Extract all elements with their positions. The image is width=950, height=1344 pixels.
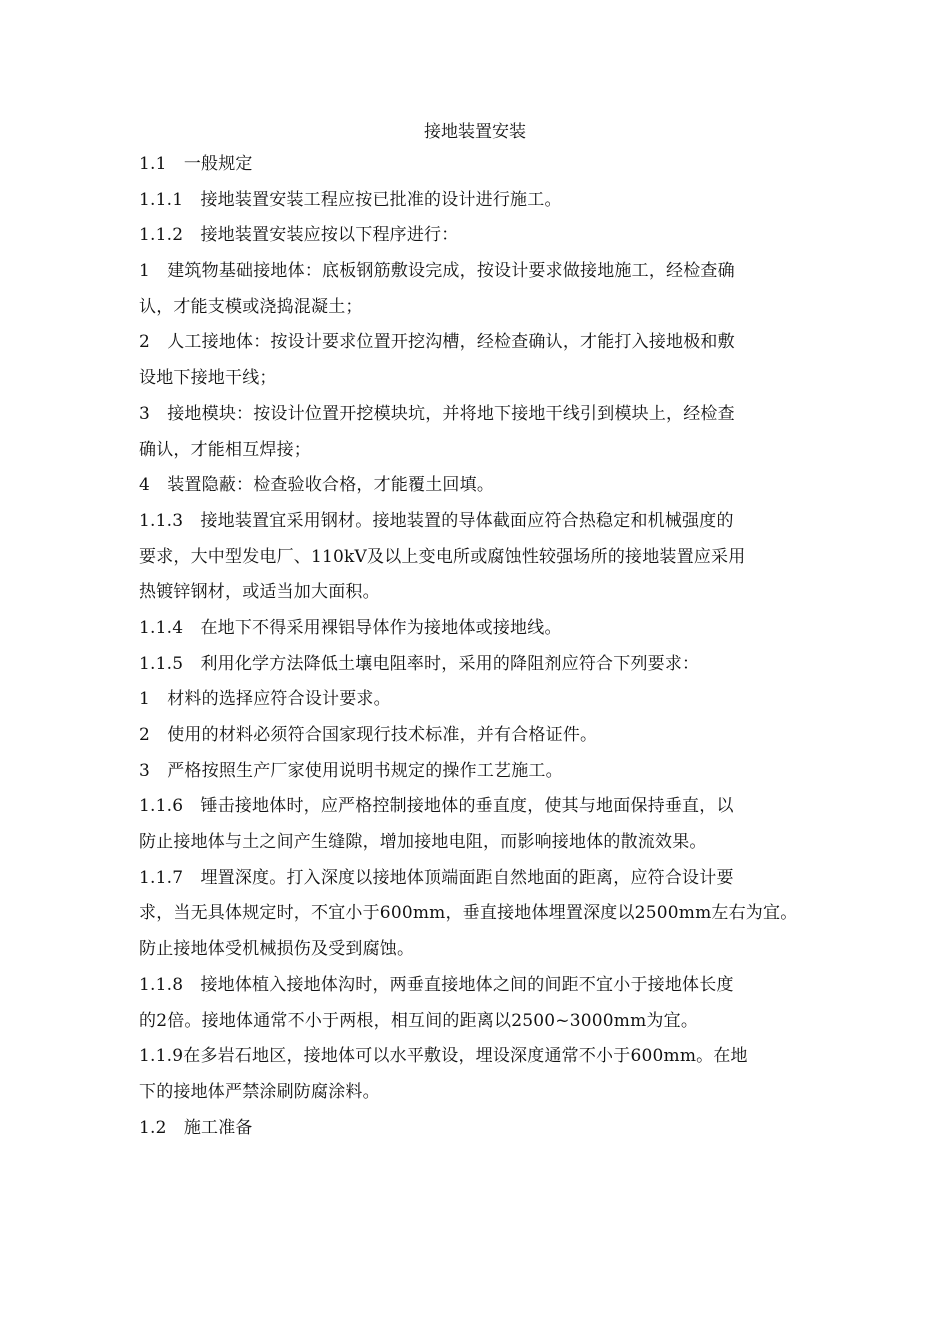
paragraph-1-1-4: 1.1.4 在地下不得采用裸铝导体作为接地体或接地线。 bbox=[139, 617, 562, 638]
paragraph-1-1-7-line-1: 1.1.7 埋置深度。打入深度以接地体顶端面距自然地面的距离，应符合设计要 bbox=[139, 867, 734, 888]
paragraph-1-1-6-line-1: 1.1.6 锤击接地体时，应严格控制接地体的垂直度，使其与地面保持垂直，以 bbox=[139, 796, 734, 817]
list-item-1-line-2: 认，才能支模或浇捣混凝土； bbox=[139, 296, 363, 317]
paragraph-1-1-3-line-1: 1.1.3 接地装置宜采用钢材。接地装置的导体截面应符合热稳定和机械强度的 bbox=[139, 510, 734, 531]
paragraph-1-1-7-line-3: 防止接地体受机械损伤及受到腐蚀。 bbox=[139, 939, 415, 960]
section-heading-1-1: 1.1 一般规定 bbox=[139, 154, 253, 174]
list-item-1-line-1: 1 建筑物基础接地体：底板钢筋敷设完成，按设计要求做接地施工，经检查确 bbox=[139, 261, 735, 282]
list-item-4: 4 装置隐蔽：检查验收合格，才能覆土回填。 bbox=[139, 475, 495, 496]
paragraph-1-1-6-line-2: 防止接地体与土之间产生缝隙，增加接地电阻，而影响接地体的散流效果。 bbox=[139, 832, 707, 853]
requirement-item-1: 1 材料的选择应符合设计要求。 bbox=[139, 689, 391, 710]
paragraph-1-1-8-line-2: 的2倍。接地体通常不小于两根，相互间的距离以2500~3000mm为宜。 bbox=[139, 1010, 699, 1031]
list-item-2-line-2: 设地下接地干线； bbox=[139, 368, 277, 389]
paragraph-1-1-9-line-1: 1.1.9在多岩石地区，接地体可以水平敷设，埋设深度通常不小于600mm。在地 bbox=[139, 1046, 748, 1067]
document-body bbox=[139, 152, 859, 1151]
paragraph-1-1-8-line-1: 1.1.8 接地体植入接地体沟时，两垂直接地体之间的间距不宜小于接地体长度 bbox=[139, 974, 734, 995]
paragraph-1-1-3-line-3: 热镀锌钢材，或适当加大面积。 bbox=[139, 582, 380, 603]
paragraph-1-1-2: 1.1.2 接地装置安装应按以下程序进行： bbox=[139, 225, 459, 246]
paragraph-1-1-3-line-2: 要求，大中型发电厂、110kV及以上变电所或腐蚀性较强场所的接地装置应采用 bbox=[139, 546, 746, 567]
section-heading-1-2: 1.2 施工准备 bbox=[139, 1117, 253, 1138]
paragraph-1-1-7-line-2: 求，当无具体规定时，不宜小于600mm，垂直接地体埋置深度以2500mm左右为宜。 bbox=[139, 903, 798, 924]
paragraph-1-1-1: 1.1.1 接地装置安装工程应按已批准的设计进行施工。 bbox=[139, 189, 562, 210]
paragraph-1-1-5: 1.1.5 利用化学方法降低土壤电阻率时，采用的降阻剂应符合下列要求： bbox=[139, 653, 700, 674]
list-item-3-line-1: 3 接地模块：按设计位置开挖模块坑，并将地下接地干线引到模块上，经检查 bbox=[139, 403, 735, 424]
requirement-item-2: 2 使用的材料必须符合国家现行技术标准，并有合格证件。 bbox=[139, 725, 598, 745]
document-title: 接地装置安装 bbox=[424, 122, 526, 142]
paragraph-1-1-9-line-2: 下的接地体严禁涂刷防腐涂料。 bbox=[139, 1081, 380, 1102]
requirement-item-3: 3 严格按照生产厂家使用说明书规定的操作工艺施工。 bbox=[139, 760, 563, 781]
list-item-3-line-2: 确认，才能相互焊接； bbox=[139, 439, 311, 460]
list-item-2-line-1: 2 人工接地体：按设计要求位置开挖沟槽，经检查确认，才能打入接地极和敷 bbox=[139, 332, 735, 353]
